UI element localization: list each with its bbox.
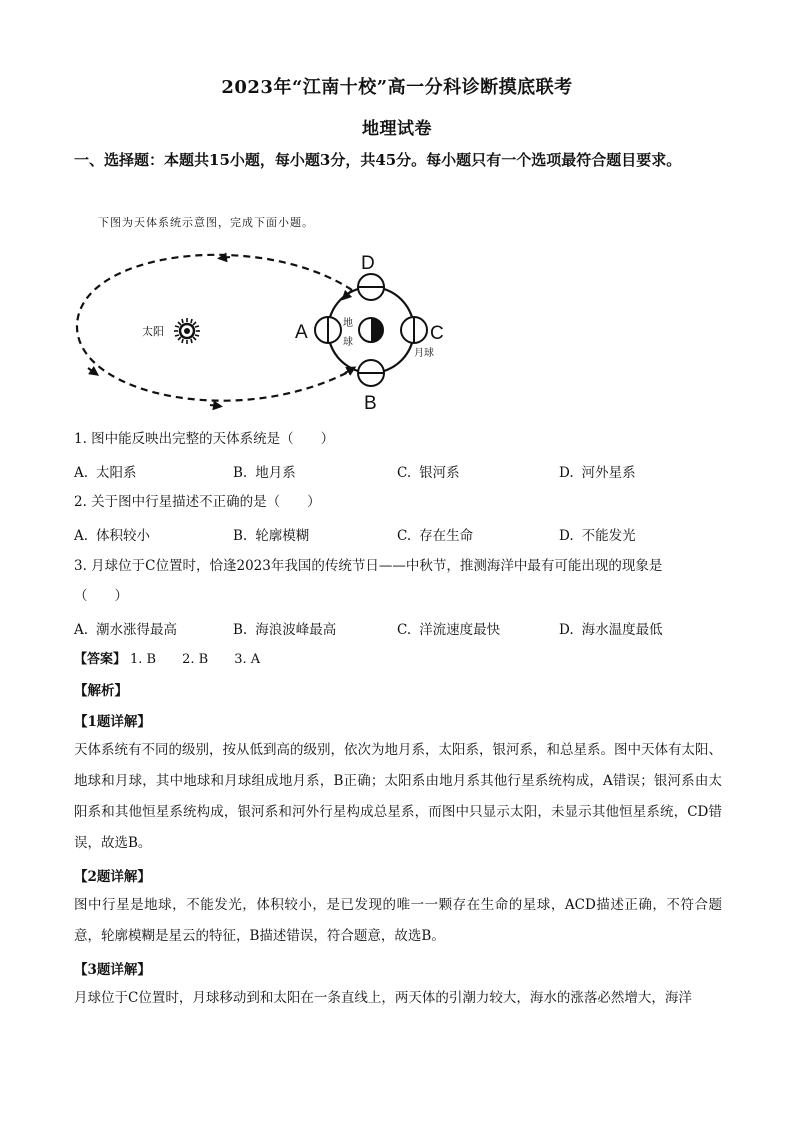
question-3-stem-cont: （ ） xyxy=(74,588,128,604)
q3-analysis-heading: 【3题详解】 xyxy=(74,962,151,978)
earth-label-2: 球 xyxy=(343,337,353,348)
earth-orbit xyxy=(77,255,352,401)
answer-item-2: 2. B xyxy=(182,652,209,667)
question-1-option-a[interactable]: A. 太阳系 xyxy=(74,465,137,481)
moon-position-a-icon xyxy=(315,317,341,343)
q1-analysis-text: 天体系统有不同的级别，按从低到高的级别，依次为地月系，太阳系，银河系，和总星系。图中天体有太阳、地球和月球，其中地球和月球组成地月系，B正确；太阳系由地月系其他行星系统构成，A错误；银河系由太阳系和其他恒星系统构成，银河系和河外行星构成总星系，而图中只显示太阳，未显示其他恒星系统，CD错误，故选B。 xyxy=(74,742,722,851)
analysis-label: 【解析】 xyxy=(74,683,128,699)
question-1-option-c[interactable]: C. 银河系 xyxy=(397,465,460,481)
position-label-c: C xyxy=(430,323,444,344)
q2-analysis-text: 图中行星是地球，不能发光，体积较小，是已发现的唯一一颗存在生命的星球，ACD描述正确，不符合题意，轮廓模糊是星云的特征，B描述错误，符合题意，故选B。 xyxy=(74,897,722,944)
earth-label-1: 地 xyxy=(343,318,353,329)
orbit-arrow-right xyxy=(345,369,352,373)
question-2-option-d[interactable]: D. 不能发光 xyxy=(559,528,636,544)
question-3-option-b[interactable]: B. 海浪波峰最高 xyxy=(233,622,337,638)
section-heading: 一、选择题：本题共15小题，每小题3分，共45分。每小题只有一个选项最符合题目要求。 xyxy=(74,151,682,169)
question-3-stem: 3. 月球位于C位置时，恰逢2023年我国的传统节日——中秋节，推测海洋中最有可能出现的现象是 xyxy=(74,558,663,574)
orbit-arrow-top xyxy=(222,257,230,258)
answer-item-3: 3. A xyxy=(234,652,261,667)
position-label-a: A xyxy=(295,322,308,343)
question-2-options xyxy=(74,524,734,546)
position-label-d: D xyxy=(361,253,375,274)
question-3-option-c[interactable]: C. 洋流速度最快 xyxy=(397,622,501,638)
moon-position-c-icon xyxy=(401,317,427,343)
answer-line xyxy=(74,649,282,671)
question-2-option-a[interactable]: A. 体积较小 xyxy=(74,528,151,544)
moon-position-d-icon xyxy=(358,274,384,300)
page-title: 2023年“江南十校”高一分科诊断摸底联考 xyxy=(221,77,573,98)
answer-label: 【答案】 xyxy=(74,652,127,667)
celestial-system-diagram xyxy=(60,245,460,420)
q3-analysis-text: 月球位于C位置时，月球移动到和太阳在一条直线上，两天体的引潮力较大，海水的涨落必然增大，海洋 xyxy=(74,990,692,1006)
question-1-stem: 1. 图中能反映出完整的天体系统是（ ） xyxy=(74,431,335,447)
question-1-option-d[interactable]: D. 河外星系 xyxy=(559,465,636,481)
question-2-stem: 2. 关于图中行星描述不正确的是（ ） xyxy=(74,494,321,510)
question-3-option-d[interactable]: D. 海水温度最低 xyxy=(559,622,663,638)
moon-position-b-icon xyxy=(358,360,384,386)
page-subtitle: 地理试卷 xyxy=(362,119,432,139)
question-1-options xyxy=(74,461,734,483)
orbit-arrow-bottom xyxy=(210,405,218,406)
question-intro: 下图为天体系统示意图，完成下面小题。 xyxy=(98,216,314,229)
answer-item-1: 1. B xyxy=(130,652,157,667)
sun-icon xyxy=(174,318,200,344)
question-1-option-b[interactable]: B. 地月系 xyxy=(233,465,296,481)
earth-icon xyxy=(359,318,383,342)
moon-label: 月球 xyxy=(414,348,434,359)
q1-analysis-heading: 【1题详解】 xyxy=(74,714,151,730)
question-2-option-b[interactable]: B. 轮廓模糊 xyxy=(233,528,310,544)
question-3-options xyxy=(74,618,734,640)
sun-label: 太阳 xyxy=(142,326,164,338)
orbit-arrow-left xyxy=(88,368,95,373)
question-3-option-a[interactable]: A. 潮水涨得最高 xyxy=(74,622,178,638)
position-label-b: B xyxy=(364,393,377,414)
q2-analysis-heading: 【2题详解】 xyxy=(74,869,151,885)
question-2-option-c[interactable]: C. 存在生命 xyxy=(397,528,474,544)
